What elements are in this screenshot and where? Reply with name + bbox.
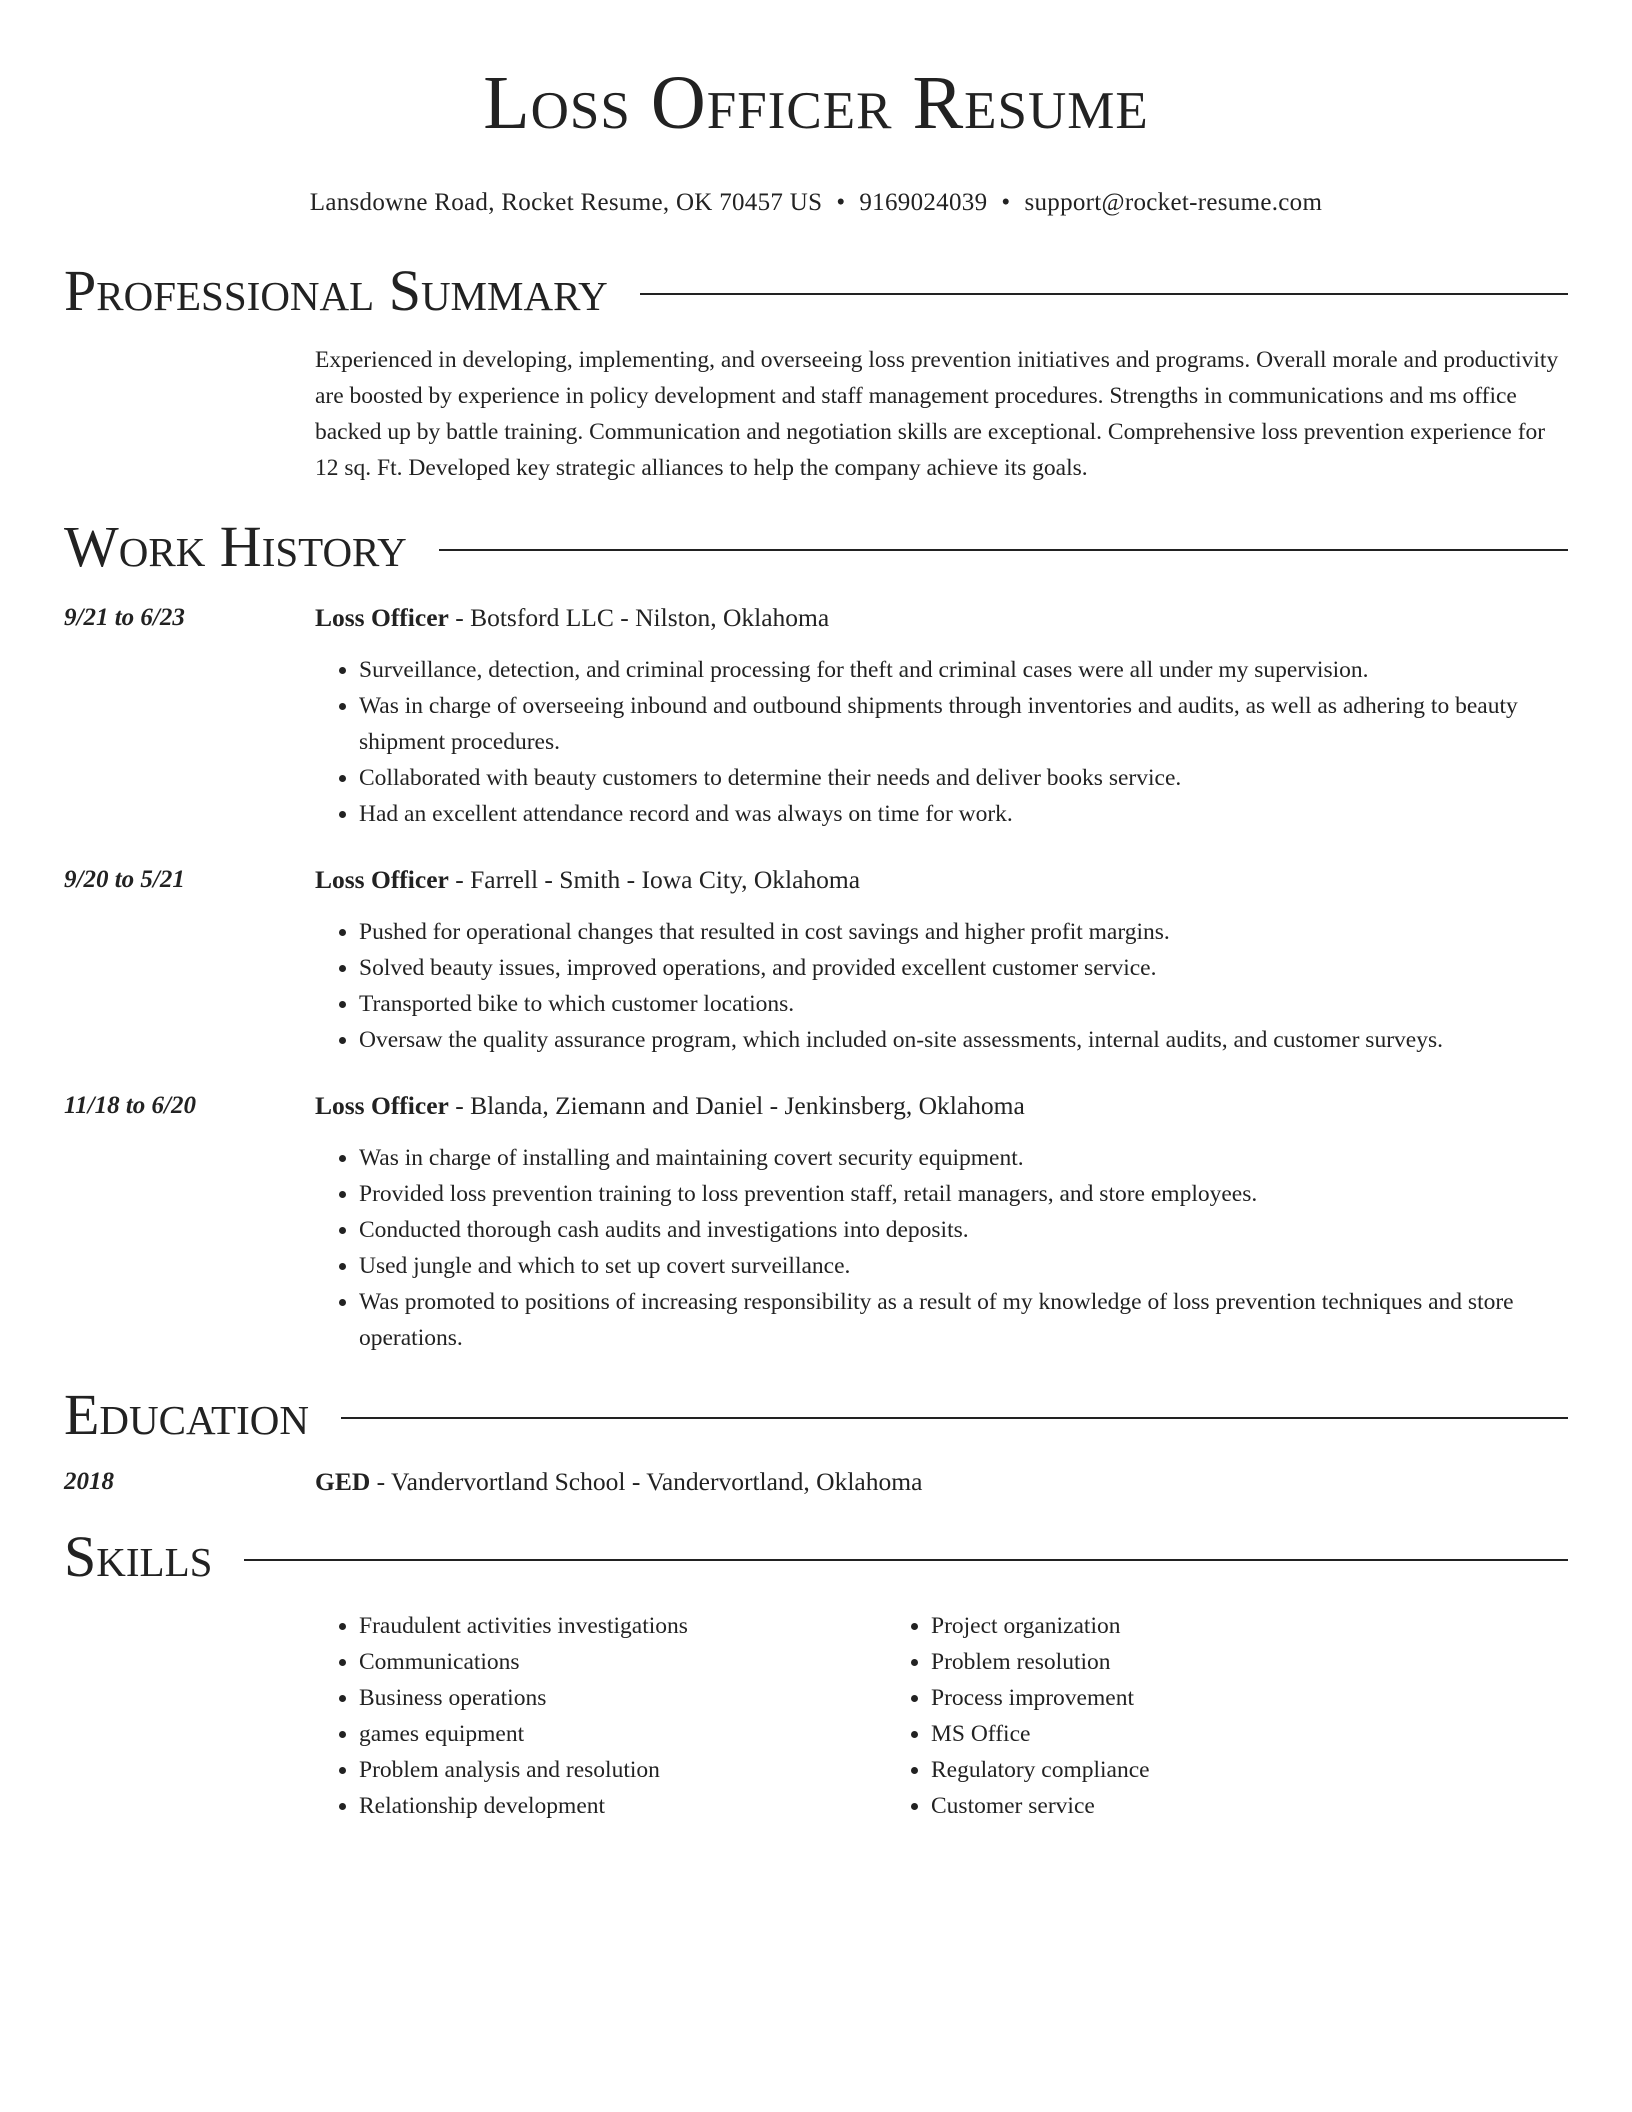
section-divider (341, 1417, 1568, 1419)
skills-list-left (315, 1608, 887, 1824)
resume-title: Loss Officer Resume (483, 61, 1149, 145)
job-entry (64, 864, 1568, 1058)
skill-item: • games equipment (359, 1716, 887, 1752)
contact-phone: 9169024039 (859, 189, 988, 216)
summary-text: Experienced in developing, implementing, and overseeing loss prevention initiatives and programs. Overall morale and productivity are boosted by experience in policy development and staff management procedures. Strengths in communications and ms office backed up by battle training. Communication and negotiation skills are exceptional. Comprehensive loss prevention experience for 12 sq. Ft. Developed key strategic alliances to help the company achieve its goals. (315, 347, 1559, 481)
skill-item: • Problem analysis and resolution (359, 1752, 887, 1788)
skills-columns (315, 1608, 1568, 1824)
job-details: - Botsford LLC - Nilston, Oklahoma (448, 603, 830, 632)
job-bullets (315, 1140, 1568, 1356)
job-bullet: • Surveillance, detection, and criminal processing for theft and criminal cases were all under my supervision. (359, 652, 1568, 688)
education-section-header (64, 1382, 1568, 1448)
skill-item: • Customer service (931, 1788, 1503, 1824)
skill-item: • Fraudulent activities investigations (359, 1608, 887, 1644)
job-details: - Blanda, Ziemann and Daniel - Jenkinsberg, Oklahoma (448, 1091, 1025, 1120)
work-section-header (64, 514, 1568, 580)
job-bullet: • Was in charge of installing and maintaining covert security equipment. (359, 1140, 1568, 1176)
education-degree: GED (315, 1467, 371, 1496)
job-role (315, 864, 860, 896)
job-title: Loss Officer (315, 603, 449, 632)
education-year: 2018 (64, 1468, 114, 1495)
contact-separator: • (836, 189, 846, 216)
job-role (315, 1090, 1025, 1122)
contact-separator: • (1001, 189, 1011, 216)
skill-item: • Communications (359, 1644, 887, 1680)
work-heading: Work History (64, 514, 407, 579)
skills-section-header (64, 1524, 1568, 1590)
section-divider (439, 549, 1568, 551)
summary-section-header (64, 258, 1568, 324)
contact-email: support@rocket-resume.com (1024, 189, 1323, 216)
contact-address: Lansdowne Road, Rocket Resume, OK 70457 US (309, 189, 823, 216)
job-details: - Farrell - Smith - Iowa City, Oklahoma (448, 865, 861, 894)
skill-item: • Regulatory compliance (931, 1752, 1503, 1788)
job-entry (64, 602, 1568, 832)
job-title: Loss Officer (315, 865, 449, 894)
job-role (315, 602, 829, 634)
job-bullet: • Was in charge of overseeing inbound and outbound shipments through inventories and audits, as well as adhering to beauty shipment procedures. (359, 688, 1568, 760)
job-bullets (315, 914, 1568, 1058)
skill-item: • Business operations (359, 1680, 887, 1716)
job-bullet: • Conducted thorough cash audits and investigations into deposits. (359, 1212, 1568, 1248)
skill-item: • Relationship development (359, 1788, 887, 1824)
section-divider (640, 293, 1568, 295)
job-bullet: • Transported bike to which customer locations. (359, 986, 1568, 1022)
job-bullet: • Collaborated with beauty customers to determine their needs and deliver books service. (359, 760, 1568, 796)
skill-item: • Project organization (931, 1608, 1503, 1644)
education-role (315, 1466, 922, 1498)
job-bullet: • Pushed for operational changes that resulted in cost savings and higher profit margins. (359, 914, 1568, 950)
job-bullet: • Oversaw the quality assurance program, which included on-site assessments, internal audits, and customer surveys. (359, 1022, 1568, 1058)
job-header (64, 864, 1568, 896)
job-dates: 9/21 to 6/23 (64, 604, 185, 631)
skills-list-right (887, 1608, 1503, 1824)
education-entry (64, 1466, 1568, 1498)
summary-heading: Professional Summary (64, 258, 608, 323)
education-heading: Education (64, 1382, 309, 1447)
skill-item: • Process improvement (931, 1680, 1503, 1716)
job-bullet: • Was promoted to positions of increasing responsibility as a result of my knowledge of loss prevention techniques and store operations. (359, 1284, 1568, 1356)
job-entry (64, 1090, 1568, 1356)
skills-heading: Skills (64, 1524, 213, 1589)
skill-item: • MS Office (931, 1716, 1503, 1752)
job-bullet: • Solved beauty issues, improved operations, and provided excellent customer service. (359, 950, 1568, 986)
job-title: Loss Officer (315, 1091, 449, 1120)
job-header (64, 602, 1568, 634)
job-bullet: • Provided loss prevention training to loss prevention staff, retail managers, and store employees. (359, 1176, 1568, 1212)
job-dates: 11/18 to 6/20 (64, 1092, 196, 1119)
section-divider (244, 1559, 1568, 1561)
job-bullet: • Had an excellent attendance record and was always on time for work. (359, 796, 1568, 832)
education-details: - Vandervortland School - Vandervortland, Oklahoma (370, 1467, 923, 1496)
job-bullet: • Used jungle and which to set up covert surveillance. (359, 1248, 1568, 1284)
contact-line (64, 188, 1568, 218)
job-dates: 9/20 to 5/21 (64, 866, 185, 893)
job-header (64, 1090, 1568, 1122)
skill-item: • Problem resolution (931, 1644, 1503, 1680)
job-bullets (315, 652, 1568, 832)
